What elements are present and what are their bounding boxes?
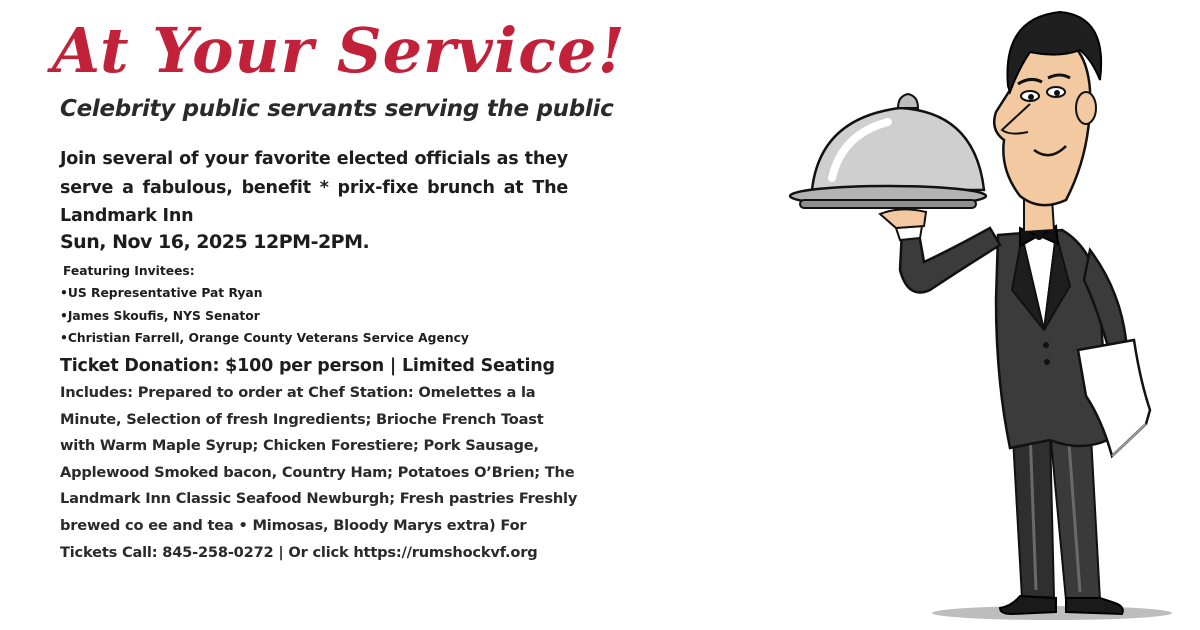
hand — [880, 209, 926, 228]
ticket-heading: Ticket Donation: $100 per person | Limited Seating — [60, 356, 555, 376]
invitee-heading: Featuring Invitees: — [63, 264, 195, 278]
menu-line: Includes: Prepared to order at Chef Station: Omelettes a la — [60, 384, 536, 401]
subtitle: Celebrity public servants serving the public — [60, 96, 614, 122]
menu-line: brewed co ee and tea • Mimosas, Bloody Marys extra) For — [60, 516, 527, 534]
menu-line: Applewood Smoked bacon, Country Ham; Potatoes O’Brien; The — [60, 463, 575, 481]
invitee-item: •US Representative Pat Ryan — [60, 286, 263, 301]
cloche-icon — [790, 94, 986, 208]
waiter-head — [994, 12, 1101, 205]
jacket-button — [1044, 359, 1050, 365]
menu-line: with Warm Maple Syrup; Chicken Forestiere; Pork Sausage, — [60, 437, 539, 455]
menu-line: Landmark Inn Classic Seafood Newburgh; Fresh pastries Freshly — [60, 490, 578, 508]
event-description: Join several of your favorite elected officials as they serve a fabulous, benefit * prix-fixe brunch at The Landmark Inn — [60, 149, 568, 226]
invitee-list — [60, 260, 469, 349]
menu-description — [60, 380, 578, 566]
ear — [1076, 92, 1096, 124]
page-title: At Your Service! — [52, 14, 626, 87]
menu-line: Tickets Call: 845-258-0272 | Or click https://rumshockvf.org — [60, 543, 538, 561]
bow-tie-knot — [1035, 232, 1043, 240]
jacket-button — [1043, 342, 1049, 348]
waiter-with-cloche-illustration — [760, 0, 1200, 630]
event-date: Sun, Nov 16, 2025 12PM-2PM. — [60, 231, 370, 253]
invitee-item: •James Skoufis, NYS Senator — [60, 308, 260, 323]
invitee-item: •Christian Farrell, Orange County Veterans Service Agency — [60, 330, 469, 345]
menu-line: Minute, Selection of fresh Ingredients; Brioche French Toast — [60, 410, 544, 428]
